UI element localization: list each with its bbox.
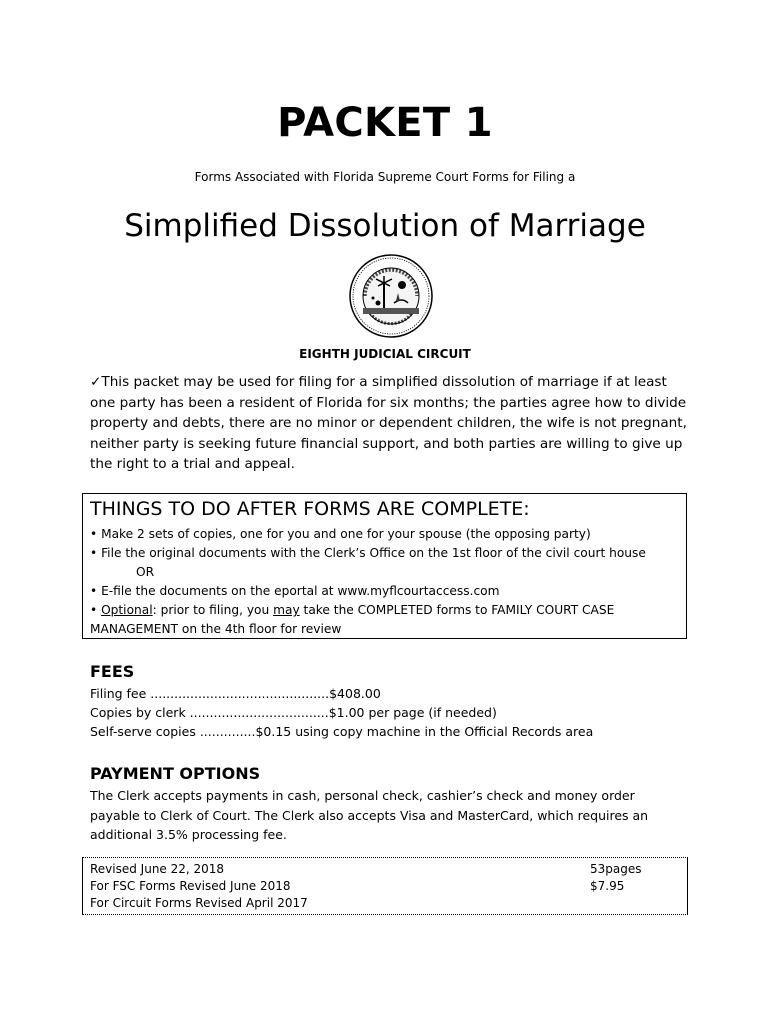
packet-price: $7.95: [590, 879, 625, 893]
intro-text: This packet may be used for filing for a simplified dissolution of marriage if at least one party has been a resident of Florida for six months; the parties agree how to divide property and debts, there are no minor or dependent children, the wife is not pregnant, neither party is seeking future financial support, and both parties are willing to give up the right to a trial and appeal.: [90, 374, 687, 472]
optional-text-rest: take the COMPLETED forms to FAMILY COURT CASE: [299, 603, 615, 617]
intro-paragraph: [90, 372, 690, 475]
payment-text: The Clerk accepts payments in cash, personal check, cashier’s check and money order payable to Clerk of Court. The Clerk also accepts Visa and MasterCard, which requires an additional 3.5% processing fee.: [90, 788, 649, 842]
payment-heading: PAYMENT OPTIONS: [90, 764, 261, 783]
optional-label: Optional: [101, 603, 153, 617]
may-word: may: [273, 603, 300, 617]
todo-or: OR: [136, 565, 155, 579]
fsc-revised: For FSC Forms Revised June 2018: [90, 879, 291, 893]
todo-heading: THINGS TO DO AFTER FORMS ARE COMPLETE:: [90, 498, 530, 520]
todo-item-optional: [90, 603, 614, 617]
circuit-revised: For Circuit Forms Revised April 2017: [90, 896, 308, 910]
todo-item-optional-cont: MANAGEMENT on the 4th floor for review: [90, 622, 342, 636]
optional-text: : prior to filing, you: [152, 603, 274, 617]
todo-item-file: • File the original documents with the Clerk’s Office on the 1st floor of the civil court house: [90, 546, 646, 560]
optional-bullet: •: [90, 603, 102, 617]
page-title: PACKET 1: [277, 100, 493, 146]
florida-state-seal-icon: [348, 253, 434, 339]
fees-heading: FEES: [90, 662, 135, 681]
revised-date: Revised June 22, 2018: [90, 862, 225, 876]
page-subtitle: Forms Associated with Florida Supreme Court Forms for Filing a: [194, 170, 576, 184]
circuit-name: EIGHTH JUDICIAL CIRCUIT: [299, 347, 471, 361]
fee-filing: Filing fee .............................................$408.00: [90, 686, 381, 701]
checkmark-icon: ✓: [90, 374, 102, 390]
fee-selfserve: Self-serve copies ..............$0.15 using copy machine in the Official Records area: [90, 724, 594, 739]
todo-item-copies: • Make 2 sets of copies, one for you and one for your spouse (the opposing party): [90, 527, 591, 541]
fee-copies: Copies by clerk ...................................$1.00 per page (if needed): [90, 705, 497, 720]
document-main-title: Simplified Dissolution of Marriage: [124, 208, 646, 244]
todo-item-efile: • E-file the documents on the eportal at www.myflcourtaccess.com: [90, 584, 500, 598]
page-count: 53pages: [590, 862, 642, 876]
